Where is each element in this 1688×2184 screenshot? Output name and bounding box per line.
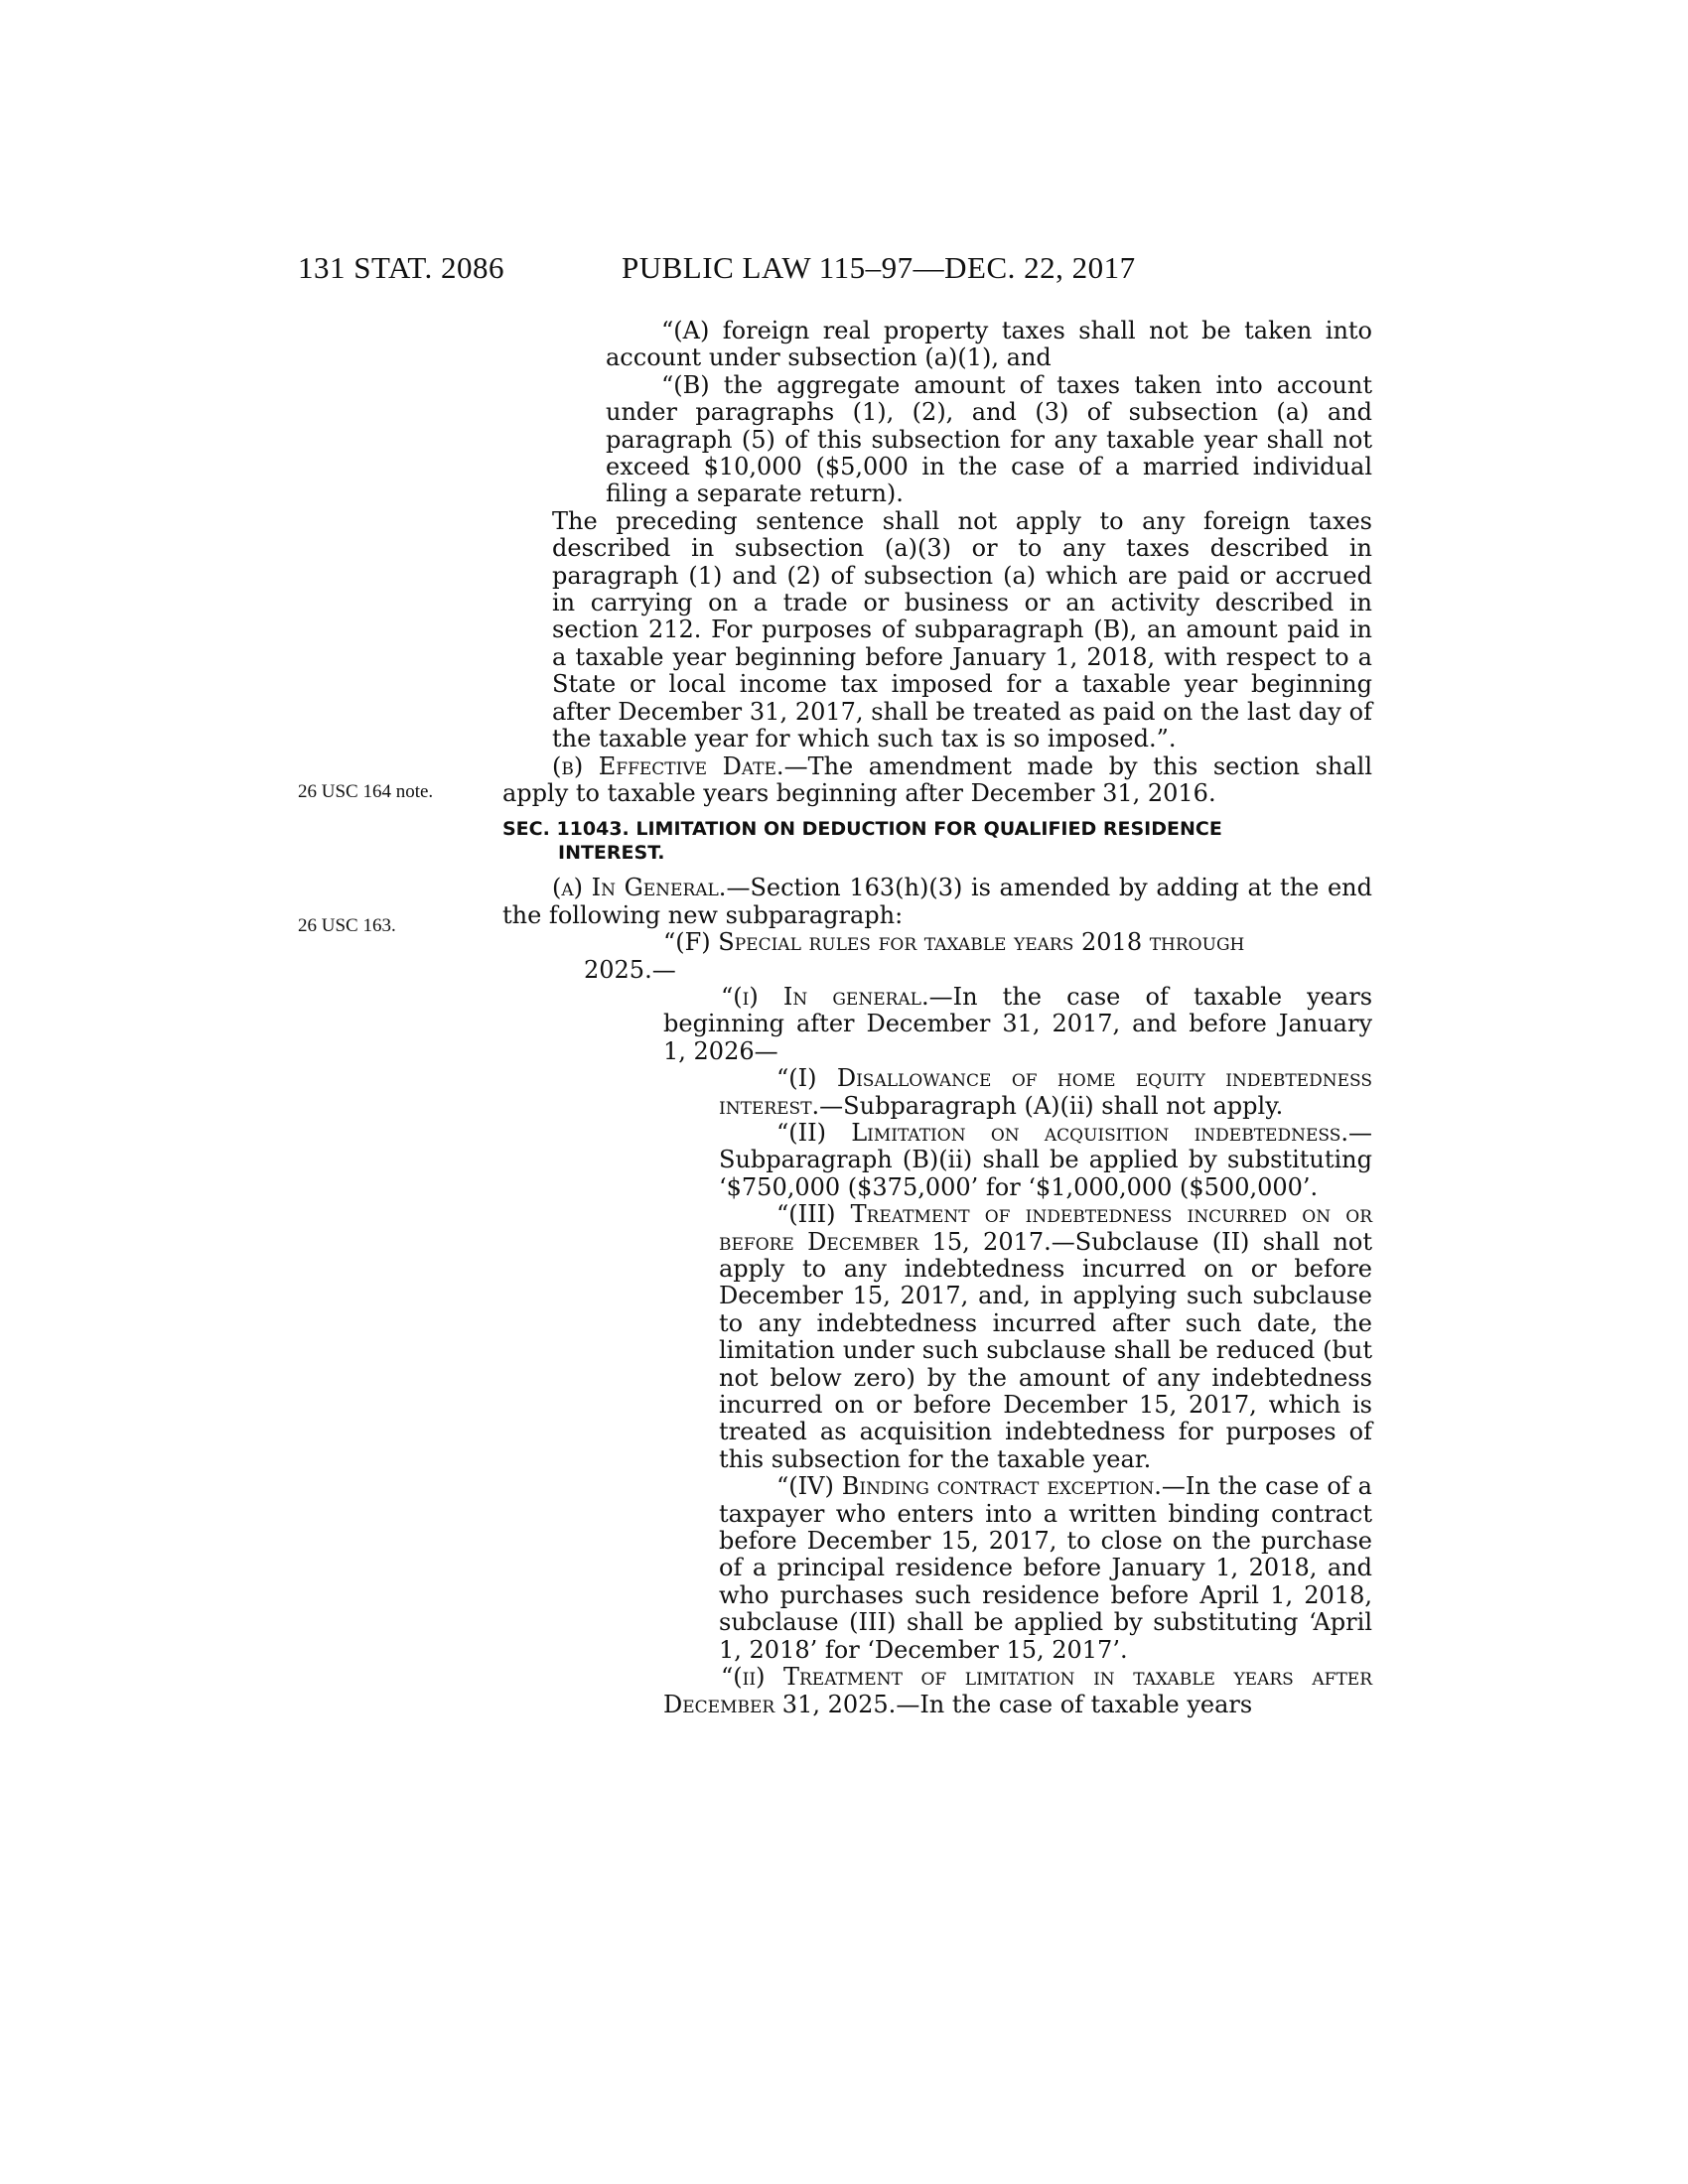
margin-note-usc-163: 26 USC 163. — [298, 915, 396, 936]
subclause-I: “(I) Disallowance of home equity indebtedness interest.—Subparagraph (A)(ii) shall not apply. — [719, 1064, 1372, 1120]
paragraph-flush: The preceding sentence shall not apply to any foreign taxes described in subsection (a)(3) or to any taxes described in paragraph (1) and (2) of subsection (a) which are paid or accrued in carrying on a trade or business or an activity described in section 212. For purposes of subparagraph (B), an amount paid in a taxable year beginning before January 1, 2018, with respect to a State or local income tax imposed for a taxable year beginning after December 31, 2017, shall be treated as paid on the last day of the taxable year for which such tax is so imposed.”. — [552, 506, 1372, 753]
statute-page-number: 131 STAT. 2086 — [298, 250, 505, 285]
margin-note-usc-164: 26 USC 164 note. — [298, 781, 434, 802]
paragraph-A: “(A) foreign real property taxes shall not be taken into account under subsection (a)(1), and — [606, 317, 1372, 372]
subparagraph-F-heading: “(F) Special rules for taxable years 2018 through 2025.— — [584, 928, 1245, 984]
subclause-II: “(II) Limitation on acquisition indebtedness.—Subparagraph (B)(ii) shall be applied by substituting ‘$750,000 ($375,000’ for ‘$1,000,000 ($500,000’. — [719, 1118, 1372, 1201]
subclause-IV: “(IV) Binding contract exception.—In the case of a taxpayer who enters into a written binding contract before December 15, 2017, to close on the purchase of a principal residence before January 1, 2018, and who purchases such residence before April 1, 2018, subclause (III) shall be applied by substituting ‘April 1, 2018’ for ‘December 15, 2017’. — [719, 1472, 1372, 1664]
subclause-III: “(III) Treatment of indebtedness incurred on or before December 15, 2017.—Subclause (II) shall not apply to any indebtedness incurred on or before December 15, 2017, and, in applying such subclause to any indebtedness incurred after such date, the limitation under such subclause shall be reduced (but not below zero) by the amount of any indebtedness incurred on or before December 15, 2017, which is treated as acquisition indebtedness for purposes of this subsection for the taxable year. — [719, 1200, 1372, 1473]
document-body — [502, 318, 1372, 1718]
paragraph-effective-date: (b) Effective Date.—The amendment made by this section shall apply to taxable years beginning after December 31, 2016. — [502, 751, 1372, 807]
clause-ii: “(ii) Treatment of limitation in taxable years after December 31, 2025.—In the case of taxable years — [663, 1663, 1372, 1718]
paragraph-in-general: (a) In General.—Section 163(h)(3) is amended by adding at the end the following new subparagraph: — [502, 874, 1372, 929]
clause-i: “(i) In general.—In the case of taxable years beginning after December 31, 2017, and before January 1, 2026— — [663, 982, 1373, 1065]
running-header: PUBLIC LAW 115–97—DEC. 22, 2017 — [622, 250, 1136, 285]
section-heading: SEC. 11043. LIMITATION ON DEDUCTION FOR QUALIFIED RESIDENCE INTEREST. — [502, 818, 1222, 865]
paragraph-B: “(B) the aggregate amount of taxes taken into account under paragraphs (1), (2), and (3) of subsection (a) and paragraph (5) of this subsection for any taxable year shall not exceed $10,000 ($5,000 in the case of a married individual filing a separate return). — [606, 370, 1372, 508]
